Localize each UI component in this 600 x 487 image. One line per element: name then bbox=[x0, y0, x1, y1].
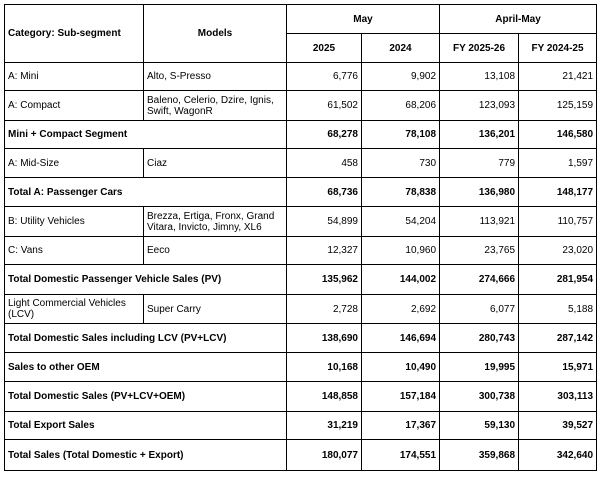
row-category: Light Commercial Vehicles (LCV) bbox=[5, 295, 144, 324]
row-may-2025: 135,962 bbox=[287, 265, 362, 295]
row-may-2025: 54,899 bbox=[287, 207, 362, 237]
table-row bbox=[5, 178, 597, 207]
row-category: Total Export Sales bbox=[5, 412, 287, 440]
row-may-2025: 31,219 bbox=[287, 412, 362, 440]
row-fy-2025-26: 779 bbox=[440, 149, 519, 178]
row-may-2025: 180,077 bbox=[287, 440, 362, 471]
row-may-2025: 12,327 bbox=[287, 237, 362, 265]
row-category: Total Domestic Passenger Vehicle Sales (PV) bbox=[5, 265, 287, 295]
row-fy-2024-25: 146,580 bbox=[519, 121, 597, 149]
header-may: May bbox=[287, 5, 440, 34]
row-may-2024: 68,206 bbox=[362, 91, 440, 121]
row-fy-2025-26: 59,130 bbox=[440, 412, 519, 440]
row-may-2025: 458 bbox=[287, 149, 362, 178]
row-fy-2024-25: 39,527 bbox=[519, 412, 597, 440]
row-models: Brezza, Ertiga, Fronx, Grand Vitara, Invicto, Jimny, XL6 bbox=[144, 207, 287, 237]
row-may-2024: 78,108 bbox=[362, 121, 440, 149]
table-row bbox=[5, 324, 597, 353]
row-may-2025: 10,168 bbox=[287, 353, 362, 382]
row-fy-2024-25: 5,188 bbox=[519, 295, 597, 324]
row-may-2024: 78,838 bbox=[362, 178, 440, 207]
table-row bbox=[5, 63, 597, 91]
row-fy-2025-26: 359,868 bbox=[440, 440, 519, 471]
row-models: Alto, S-Presso bbox=[144, 63, 287, 91]
row-fy-2024-25: 148,177 bbox=[519, 178, 597, 207]
row-fy-2025-26: 23,765 bbox=[440, 237, 519, 265]
row-may-2024: 146,694 bbox=[362, 324, 440, 353]
row-models: Eeco bbox=[144, 237, 287, 265]
row-fy-2024-25: 125,159 bbox=[519, 91, 597, 121]
row-fy-2025-26: 136,980 bbox=[440, 178, 519, 207]
row-category: Mini + Compact Segment bbox=[5, 121, 287, 149]
row-fy-2024-25: 110,757 bbox=[519, 207, 597, 237]
row-fy-2024-25: 15,971 bbox=[519, 353, 597, 382]
table-row bbox=[5, 295, 597, 324]
row-may-2024: 10,490 bbox=[362, 353, 440, 382]
table-row bbox=[5, 382, 597, 412]
sales-table bbox=[4, 4, 597, 471]
header-may-2024: 2024 bbox=[362, 34, 440, 63]
table-row bbox=[5, 121, 597, 149]
row-may-2025: 61,502 bbox=[287, 91, 362, 121]
header-may-2025: 2025 bbox=[287, 34, 362, 63]
row-category: Total A: Passenger Cars bbox=[5, 178, 287, 207]
row-fy-2025-26: 113,921 bbox=[440, 207, 519, 237]
row-fy-2024-25: 21,421 bbox=[519, 63, 597, 91]
row-models: Ciaz bbox=[144, 149, 287, 178]
row-category: Total Domestic Sales (PV+LCV+OEM) bbox=[5, 382, 287, 412]
row-fy-2024-25: 23,020 bbox=[519, 237, 597, 265]
row-may-2024: 10,960 bbox=[362, 237, 440, 265]
table-row bbox=[5, 353, 597, 382]
row-category: C: Vans bbox=[5, 237, 144, 265]
row-fy-2025-26: 300,738 bbox=[440, 382, 519, 412]
row-may-2025: 148,858 bbox=[287, 382, 362, 412]
row-may-2024: 144,002 bbox=[362, 265, 440, 295]
row-category: Total Sales (Total Domestic + Export) bbox=[5, 440, 287, 471]
row-category: Sales to other OEM bbox=[5, 353, 287, 382]
row-may-2024: 2,692 bbox=[362, 295, 440, 324]
table-row bbox=[5, 265, 597, 295]
table-body bbox=[5, 63, 597, 471]
header-fy-2024-25: FY 2024-25 bbox=[519, 34, 597, 63]
table-row bbox=[5, 149, 597, 178]
table-row bbox=[5, 237, 597, 265]
row-may-2024: 157,184 bbox=[362, 382, 440, 412]
row-category: Total Domestic Sales including LCV (PV+LCV) bbox=[5, 324, 287, 353]
row-category: A: Mid-Size bbox=[5, 149, 144, 178]
row-may-2025: 6,776 bbox=[287, 63, 362, 91]
row-category: A: Mini bbox=[5, 63, 144, 91]
row-models: Super Carry bbox=[144, 295, 287, 324]
row-may-2024: 730 bbox=[362, 149, 440, 178]
header-category: Category: Sub-segment bbox=[5, 5, 144, 63]
row-fy-2024-25: 342,640 bbox=[519, 440, 597, 471]
row-may-2025: 68,736 bbox=[287, 178, 362, 207]
table-header bbox=[5, 5, 597, 63]
row-fy-2024-25: 1,597 bbox=[519, 149, 597, 178]
row-fy-2024-25: 303,113 bbox=[519, 382, 597, 412]
row-may-2024: 54,204 bbox=[362, 207, 440, 237]
row-fy-2024-25: 281,954 bbox=[519, 265, 597, 295]
table-row bbox=[5, 207, 597, 237]
table-row bbox=[5, 91, 597, 121]
row-fy-2025-26: 280,743 bbox=[440, 324, 519, 353]
row-may-2025: 2,728 bbox=[287, 295, 362, 324]
row-may-2024: 174,551 bbox=[362, 440, 440, 471]
row-may-2024: 9,902 bbox=[362, 63, 440, 91]
table-row bbox=[5, 440, 597, 471]
row-category: A: Compact bbox=[5, 91, 144, 121]
row-fy-2024-25: 287,142 bbox=[519, 324, 597, 353]
row-may-2024: 17,367 bbox=[362, 412, 440, 440]
row-fy-2025-26: 123,093 bbox=[440, 91, 519, 121]
row-fy-2025-26: 274,666 bbox=[440, 265, 519, 295]
header-april-may: April-May bbox=[440, 5, 597, 34]
row-fy-2025-26: 6,077 bbox=[440, 295, 519, 324]
row-may-2025: 68,278 bbox=[287, 121, 362, 149]
row-fy-2025-26: 136,201 bbox=[440, 121, 519, 149]
row-models: Baleno, Celerio, Dzire, Ignis, Swift, WagonR bbox=[144, 91, 287, 121]
row-fy-2025-26: 13,108 bbox=[440, 63, 519, 91]
row-may-2025: 138,690 bbox=[287, 324, 362, 353]
header-models: Models bbox=[144, 5, 287, 63]
row-category: B: Utility Vehicles bbox=[5, 207, 144, 237]
row-fy-2025-26: 19,995 bbox=[440, 353, 519, 382]
header-fy-2025-26: FY 2025-26 bbox=[440, 34, 519, 63]
table-row bbox=[5, 412, 597, 440]
